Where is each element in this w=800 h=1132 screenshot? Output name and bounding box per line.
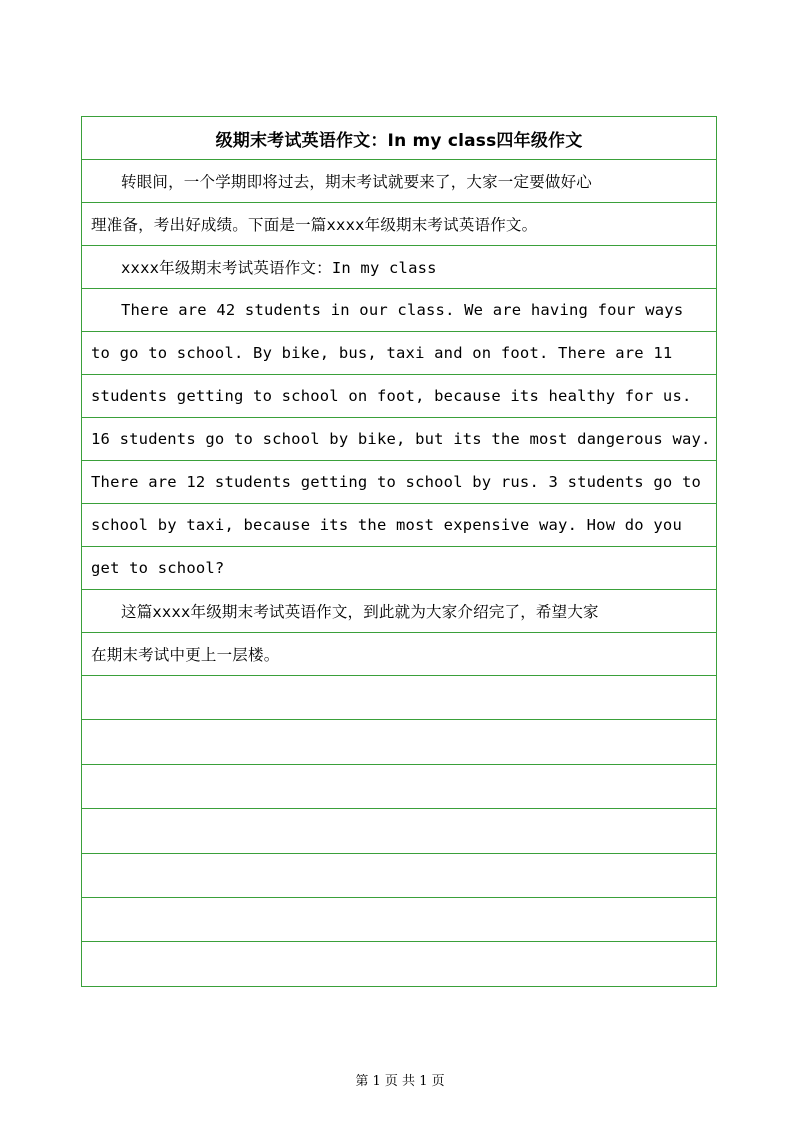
text-line: to go to school. By bike, bus, taxi and on foot. There are 11 bbox=[82, 332, 716, 375]
text-line: There are 12 students getting to school by rus. 3 students go to bbox=[82, 461, 716, 504]
essay-heading: xxxx年级期末考试英语作文：In my class bbox=[82, 246, 716, 289]
text-line: 16 students go to school by bike, but its the most dangerous way. bbox=[82, 418, 716, 461]
document-title: 级期末考试英语作文：In my class四年级作文 bbox=[82, 117, 716, 160]
text-line: 理准备，考出好成绩。下面是一篇xxxx年级期末考试英语作文。 bbox=[82, 203, 716, 246]
empty-row bbox=[82, 898, 716, 942]
text-line: get to school? bbox=[82, 547, 716, 590]
empty-row bbox=[82, 765, 716, 809]
text-line: 这篇xxxx年级期末考试英语作文，到此就为大家介绍完了，希望大家 bbox=[82, 590, 716, 633]
empty-row bbox=[82, 720, 716, 764]
text-line: students getting to school on foot, because its healthy for us. bbox=[82, 375, 716, 418]
text-line: school by taxi, because its the most expensive way. How do you bbox=[82, 504, 716, 547]
text-line: 转眼间，一个学期即将过去，期末考试就要来了，大家一定要做好心 bbox=[82, 160, 716, 203]
text-line: 在期末考试中更上一层楼。 bbox=[82, 633, 716, 676]
essay-grid bbox=[81, 116, 717, 987]
text-line: There are 42 students in our class. We are having four ways bbox=[82, 289, 716, 332]
empty-row bbox=[82, 854, 716, 898]
empty-row bbox=[82, 942, 716, 986]
page-footer: 第 1 页 共 1 页 bbox=[355, 1074, 445, 1089]
empty-row bbox=[82, 809, 716, 853]
empty-row bbox=[82, 676, 716, 720]
